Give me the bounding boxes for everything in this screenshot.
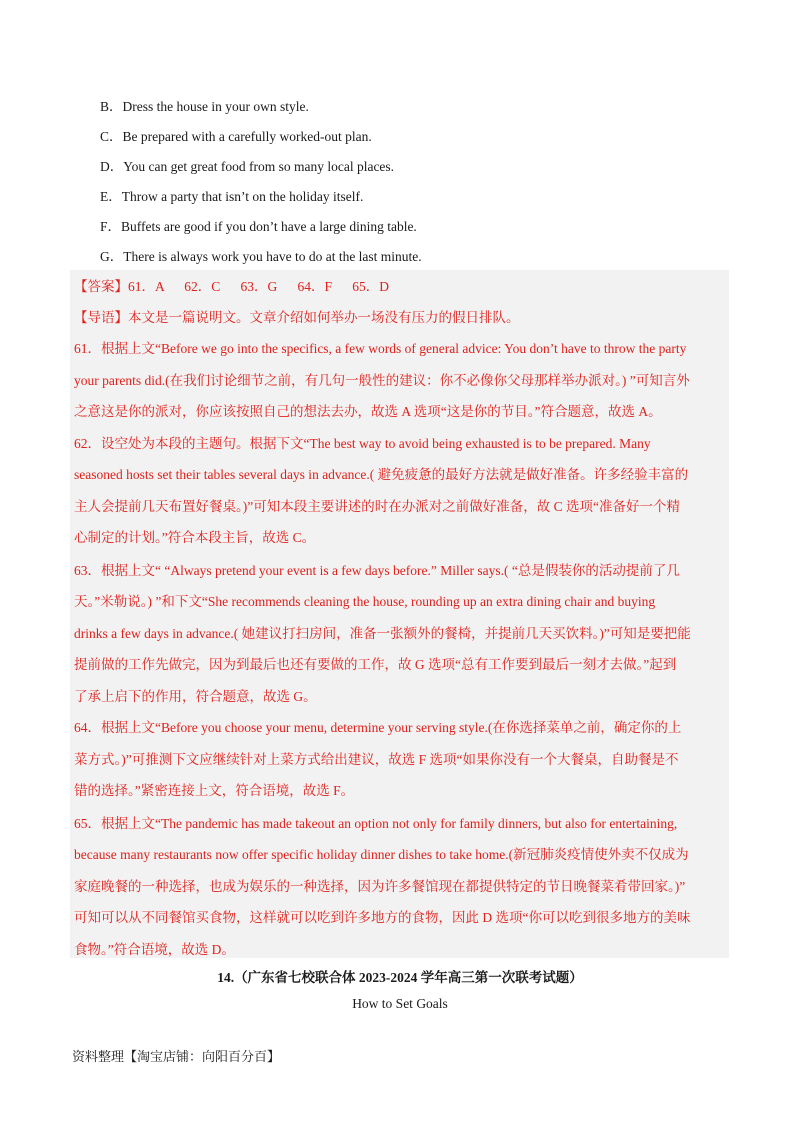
explanation-line: 家庭晚餐的一种选择，也成为娱乐的一种选择，因为许多餐馆现在都提供特定的节日晚餐菜肴带回家。)” (74, 879, 686, 894)
answer-label: 【答案】 (74, 279, 128, 294)
explanation-line: because many restaurants now offer specific holiday dinner dishes to take home.(新冠肺炎疫情使外卖不仅成为 (74, 847, 689, 862)
explanation-line: 错的选择。”紧密连接上文，符合语境，故选 F。 (74, 783, 355, 798)
explanation-line: 65．根据上文“The pandemic has made takeout an option not only for family dinners, but also for entertaining, (74, 816, 678, 831)
explanation-line: 心制定的计划。”符合本段主旨，故选 C。 (74, 530, 316, 545)
answer-explanation-block (70, 270, 729, 958)
guide-text: 本文是一篇说明文。文章介绍如何举办一场没有压力的假日排队。 (128, 310, 520, 325)
option-e: E．Throw a party that isn’t on the holiday itself. (100, 189, 364, 204)
option-f: F．Buffets are good if you don’t have a large dining table. (100, 219, 417, 234)
explanation-line: 食物。”符合语境，故选 D。 (74, 942, 235, 957)
explanation-line: 之意这是你的派对，你应该按照自己的想法去办，故选 A 选项“这是你的节目。”符合题意，故选 A。 (74, 404, 662, 419)
options-list (100, 92, 740, 272)
guide-label: 【导语】 (74, 310, 128, 325)
guide-line (74, 303, 520, 333)
explanation-line: 62．设空处为本段的主题句。根据下文“The best way to avoid being exhausted is to be prepared. Many (74, 436, 651, 451)
explanation-line: your parents did.(在我们讨论细节之前，有几句一般性的建议：你不必像你父母那样举办派对。) ”可知言外 (74, 373, 690, 388)
explanation-line: 主人会提前几天布置好餐桌。)”可知本段主要讲述的时在办派对之前做好准备，故 C 选项“准备好一个精 (74, 499, 680, 514)
option-b: B．Dress the house in your own style. (100, 99, 309, 114)
explanation-line: 61．根据上文“Before we go into the specifics, a few words of general advice: You don’t have to throw the party (74, 341, 687, 356)
explanation-line: 菜方式。)”可推测下文应继续针对上菜方式给出建议，故选 F 选项“如果你没有一个大餐桌，自助餐是不 (74, 752, 679, 767)
explanation-line: drinks a few days in advance.( 她建议打扫房间，准备一张额外的餐椅，并提前几天买饮料。)”可知是要把能 (74, 626, 691, 641)
answer-text: 61．A 62．C 63．G 64．F 65．D (128, 279, 390, 294)
answer-line (74, 272, 389, 302)
explanation-line: 提前做的工作先做完，因为到最后也还有要做的工作，故 G 选项“总有工作要到最后一刻才去做。”起到 (74, 657, 677, 672)
footer-note: 资料整理【淘宝店铺：向阳百分百】 (72, 1049, 281, 1064)
option-c: C．Be prepared with a carefully worked-out plan. (100, 129, 372, 144)
option-d: D．You can get great food from so many local places. (100, 159, 395, 174)
explanation-line: 64．根据上文“Before you choose your menu, determine your serving style.(在你选择菜单之前，确定你的上 (74, 720, 682, 735)
passage-title: How to Set Goals (352, 996, 448, 1011)
explanation-line: 63．根据上文“ “Always pretend your event is a few days before.” Miller says.( “总是假装你的活动提前了几 (74, 563, 680, 578)
explanation-line: 了承上启下的作用，符合题意，故选 G。 (74, 689, 317, 704)
explanation-line: seasoned hosts set their tables several days in advance.( 避免疲惫的最好方法就是做好准备。许多经验丰富的 (74, 467, 689, 482)
explanation-line: 可知可以从不同餐馆买食物，这样就可以吃到许多地方的食物，因此 D 选项“你可以吃到很多地方的美味 (74, 910, 691, 925)
question-header: 14.（广东省七校联合体 2023-2024 学年高三第一次联考试题） (217, 970, 583, 985)
option-g: G．There is always work you have to do at the last minute. (100, 249, 422, 264)
explanation-line: 天。”米勒说。) ”和下文“She recommends cleaning the house, rounding up an extra dining chair and buying (74, 594, 656, 609)
